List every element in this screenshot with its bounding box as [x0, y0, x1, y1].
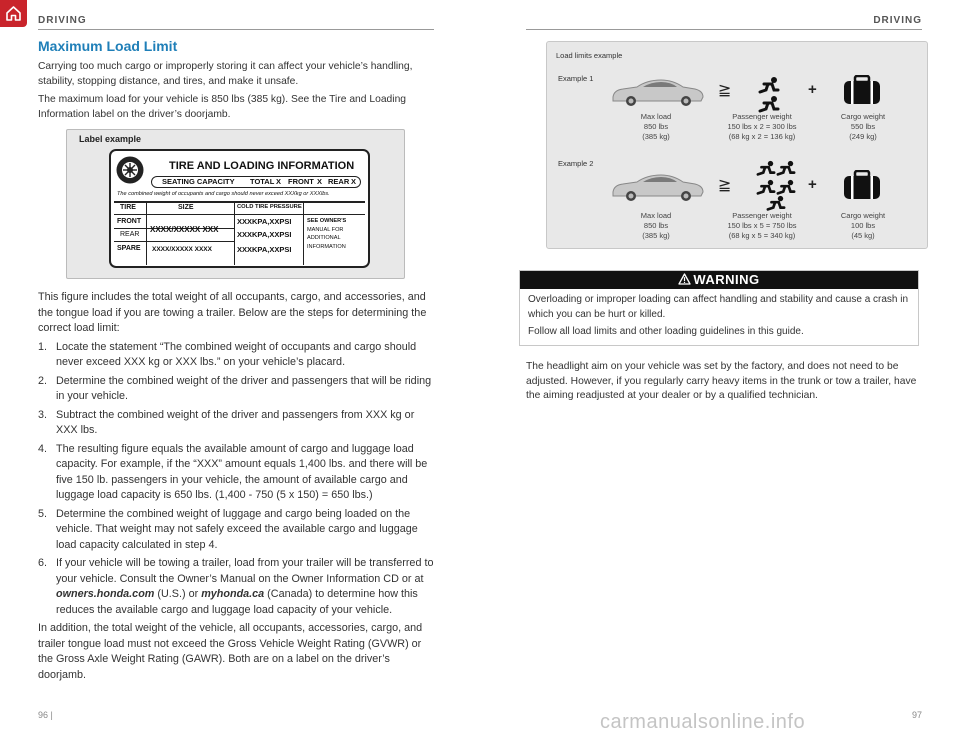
- step-text: The resulting figure equals the available amount of cargo and luggage load capacity. For example, if the “XXX” amount equals 1,400 lbs. and there will be five 150 lb. passengers in your vehicle, the amount of available cargo and luggage load capacity is 650 lbs. (1,400 - 750 (5 x 150) = 650 lbs.): [56, 442, 428, 501]
- label-example-caption: Label example: [79, 134, 142, 144]
- max-load-1-lbs: 850 lbs: [643, 122, 669, 131]
- passenger-1-lbs: 150 lbs x 2 = 300 lbs: [727, 122, 797, 131]
- passenger-2-lbs: 150 lbs x 5 = 750 lbs: [727, 221, 797, 230]
- cargo-1-title: Cargo weight: [840, 112, 886, 121]
- person-icon: [776, 160, 796, 178]
- total-value: X: [276, 177, 282, 186]
- see-owners-line-4: INFORMATION: [307, 243, 346, 250]
- home-button[interactable]: [0, 0, 27, 27]
- col-size: SIZE: [178, 204, 194, 211]
- passenger-1-title: Passenger weight: [732, 112, 792, 121]
- header-divider-right: [526, 29, 922, 30]
- car-icon: [611, 172, 705, 202]
- step-number: 5.: [38, 507, 48, 520]
- step-number: 1.: [38, 340, 48, 353]
- warning-title: WARNING: [693, 272, 760, 287]
- step-text: If your vehicle will be towing a trailer, load from your trailer will be transferred to your vehicle. Consult the Owner’s Manual on the Owner Information CD or at: [56, 557, 434, 585]
- total-label: TOTAL: [250, 177, 275, 186]
- seating-capacity-label: SEATING CAPACITY: [162, 177, 235, 186]
- intro-paragraph-1: Carrying too much cargo or improperly storing it can affect your vehicle’s handling, stability, stopping distance, and tires, and make it unsafe.: [38, 61, 413, 87]
- plus-symbol-1: +: [808, 81, 817, 98]
- cargo-2-lbs: 100 lbs: [850, 221, 876, 230]
- tire-loading-label: [109, 149, 370, 268]
- label-example-figure: [66, 129, 405, 279]
- example-1-label: Example 1: [558, 74, 594, 83]
- warning-triangle-icon: [678, 273, 691, 285]
- load-limits-caption: Load limits example: [556, 51, 623, 60]
- max-load-2-lbs: 850 lbs: [643, 221, 669, 230]
- body-intro: This figure includes the total weight of all occupants, cargo, and accessories, and the tongue load if you are towing a trailer. Below are the steps for determining the correct load limit:: [38, 291, 427, 334]
- passenger-2-kg: (68 kg x 5 = 340 kg): [728, 231, 796, 240]
- passenger-weight-2: [712, 211, 812, 241]
- step-text: Determine the combined weight of luggage and cargo being loaded on the vehicle. That weight may not safely exceed the available cargo and luggage load capacity calculated in step 4.: [56, 507, 418, 551]
- left-body: [38, 290, 438, 683]
- tire-table: [114, 201, 365, 265]
- page-number-left: 96 |: [38, 710, 53, 720]
- owners-site-link[interactable]: owners.honda.com: [56, 588, 155, 600]
- cargo-1-lbs: 550 lbs: [850, 122, 876, 131]
- luggage-icon: [843, 75, 881, 105]
- size-spare: XXXX/XXXXX XXXX: [152, 246, 212, 253]
- max-load-1-kg: (385 kg): [642, 132, 670, 141]
- see-owners-note: [307, 217, 346, 251]
- step-text: Determine the combined weight of the driver and passengers that will be riding in your vehicle.: [56, 374, 432, 402]
- max-load-1: [621, 112, 691, 142]
- geq-symbol-2: ≧: [718, 175, 732, 194]
- list-item: [38, 556, 438, 618]
- warning-paragraph-1: Overloading or improper loading can affect handling and stability and cause a crash in which you can be hurt or killed.: [528, 294, 909, 320]
- warning-paragraph-2: Follow all load limits and other loading guidelines in this guide.: [528, 326, 804, 337]
- front-value: X: [317, 177, 323, 186]
- list-item: [38, 442, 438, 504]
- pressure-rear: XXXKPA,XXPSI: [237, 230, 292, 239]
- section-header-right: DRIVING: [873, 15, 922, 26]
- front-label: FRONT: [288, 177, 314, 186]
- intro-paragraph-2: The maximum load for your vehicle is 850 lbs (385 kg). See the Tire and Loading Information label on the driver’s doorjamb.: [38, 94, 407, 120]
- cargo-weight-1: [823, 112, 903, 142]
- pressure-spare: XXXKPA,XXPSI: [237, 245, 292, 254]
- step-number: 4.: [38, 442, 48, 455]
- step-text-end: (Canada) to determine how this reduces the available cargo and luggage load capacity of your vehicle.: [56, 588, 418, 616]
- seating-capacity-bar: [151, 176, 361, 188]
- size-main: XXXX/XXXXX XXX: [150, 225, 219, 234]
- load-limits-example-figure: [546, 41, 928, 249]
- rear-label: REAR: [328, 177, 350, 186]
- list-item: [38, 340, 438, 371]
- passenger-1-kg: (68 kg x 2 = 136 kg): [728, 132, 796, 141]
- see-owners-line-1: SEE OWNER'S: [307, 218, 347, 224]
- passenger-2-title: Passenger weight: [732, 211, 792, 220]
- left-intro: [38, 38, 438, 125]
- row-spare: SPARE: [117, 245, 141, 252]
- step-number: 2.: [38, 374, 48, 387]
- person-icon: [756, 160, 776, 178]
- home-icon: [5, 5, 22, 22]
- max-load-2-kg: (385 kg): [642, 231, 670, 240]
- closing-paragraph: In addition, the total weight of the vehicle, all occupants, accessories, cargo, and trailer tongue load must not exceed the Gross Vehicle Weight Rating (GVWR) or the Gross Axle Weight Rating (GAWR). Both are on a label on the driver’s doorjamb.: [38, 622, 423, 681]
- warning-header: [520, 271, 918, 289]
- tire-label-heading: TIRE AND LOADING INFORMATION: [169, 160, 355, 172]
- car-icon: [611, 77, 705, 107]
- warning-box: [519, 270, 919, 346]
- step-text: Subtract the combined weight of the driver and passengers from XXX kg or XXX lbs.: [56, 408, 415, 436]
- max-load-2-title: Max load: [640, 211, 672, 220]
- col-tire: TIRE: [120, 204, 136, 211]
- cargo-2-title: Cargo weight: [840, 211, 886, 220]
- myhonda-site-link[interactable]: myhonda.ca: [201, 588, 265, 600]
- max-load-2: [621, 211, 691, 241]
- see-owners-line-3: ADDITIONAL: [307, 235, 341, 242]
- luggage-icon: [843, 170, 881, 200]
- watermark: carmanualsonline.info: [600, 711, 806, 733]
- tire-icon: [115, 155, 145, 185]
- section-header-left: DRIVING: [38, 15, 87, 26]
- plus-symbol-2: +: [808, 176, 817, 193]
- step-number: 6.: [38, 557, 48, 569]
- page-title: Maximum Load Limit: [38, 38, 178, 54]
- col-pressure: COLD TIRE PRESSURE: [237, 204, 302, 210]
- step-number: 3.: [38, 408, 48, 421]
- row-front: FRONT: [117, 218, 142, 225]
- page-number-right: 97: [911, 710, 922, 720]
- list-item: [38, 374, 438, 405]
- passenger-weight-1: [712, 112, 812, 142]
- list-item: [38, 507, 438, 554]
- row-rear: REAR: [120, 231, 140, 238]
- see-owners-line-2: MANUAL FOR: [307, 226, 344, 233]
- cargo-weight-2: [823, 211, 903, 241]
- example-2-label: Example 2: [558, 159, 594, 168]
- step-text: Locate the statement “The combined weight of occupants and cargo should never exceed XXX kg or XXX lbs.” on your vehicle’s placard.: [56, 340, 417, 368]
- header-divider-left: [38, 29, 434, 30]
- warning-body: [520, 289, 918, 340]
- step-text-mid: (U.S.) or: [154, 588, 202, 600]
- combined-weight-line: The combined weight of occupants and cargo should never exceed XXXkg or XXXlbs.: [117, 191, 330, 197]
- list-item: [38, 408, 438, 439]
- cargo-1-kg: (249 kg): [849, 132, 877, 141]
- person-icon: [758, 76, 780, 96]
- pressure-front: XXXKPA,XXPSI: [237, 217, 292, 226]
- headlight-paragraph: The headlight aim on your vehicle was set by the factory, and does not need to be adjusted. However, if you regularly carry heavy items in the trunk or tow a trailer, have the aiming readjusted at your dealer or by a qualified technician.: [526, 361, 917, 401]
- max-load-1-title: Max load: [640, 112, 672, 121]
- cargo-2-kg: (45 kg): [851, 231, 875, 240]
- rear-value: X: [351, 177, 357, 186]
- geq-symbol-1: ≧: [718, 80, 732, 99]
